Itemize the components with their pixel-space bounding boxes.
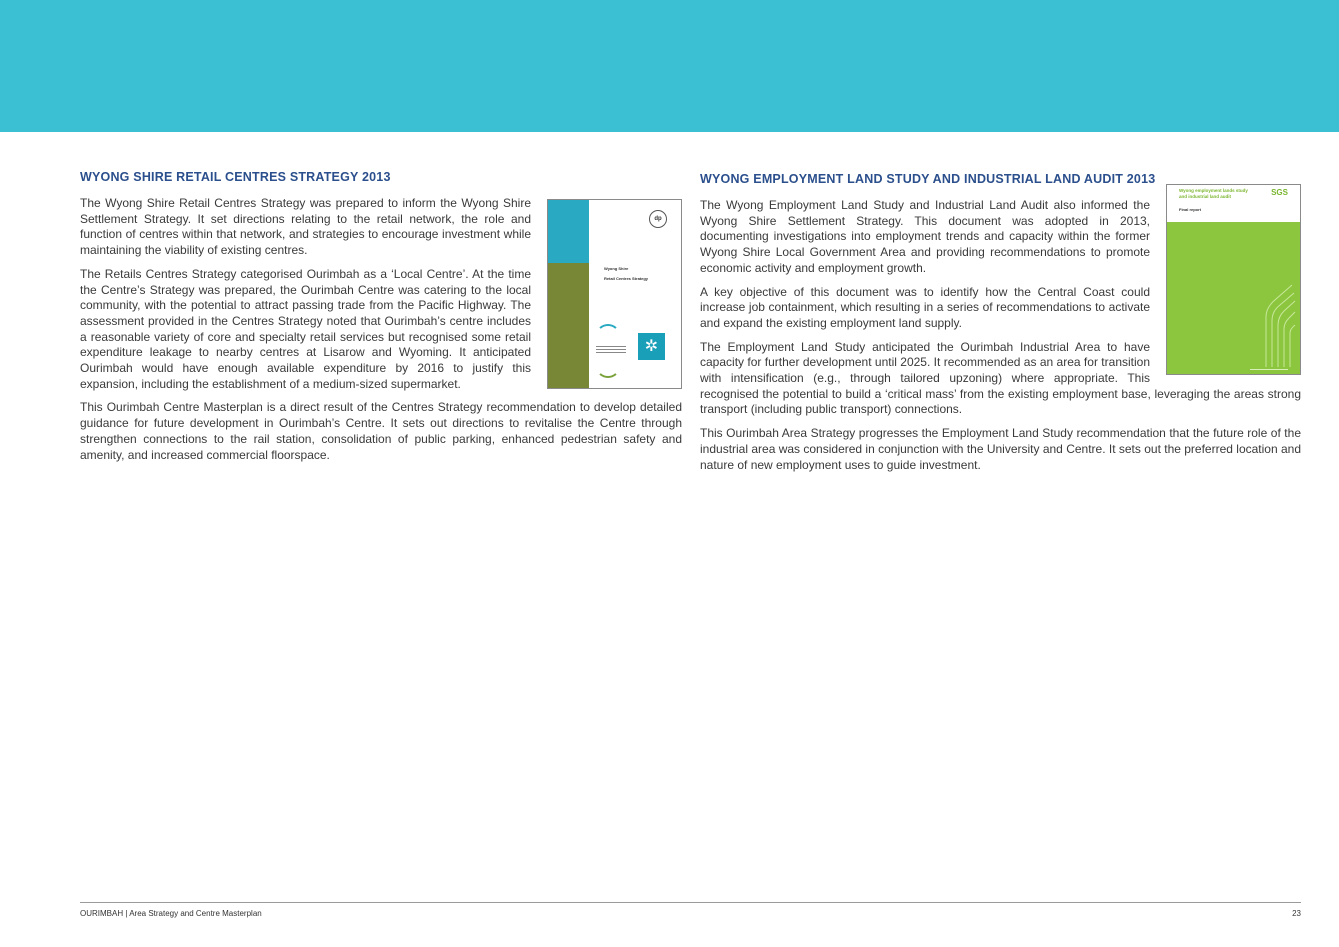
cover-arc-icon (596, 324, 620, 346)
footer-title: OURIMBAH | Area Strategy and Centre Masterplan (80, 909, 262, 918)
retail-strategy-section (80, 168, 682, 471)
cover-title-line2: Retail Centres Strategy (604, 276, 649, 281)
employment-land-cover-image (1166, 184, 1301, 375)
retail-paragraph-1: The Wyong Shire Retail Centres Strategy was prepared to inform the Wyong Shire Settlement Strategy. It set directions relating to the retail network, the role and function of centres within that network, and strategies to encourage investment while maintaining the viability of existing centres. (80, 196, 531, 258)
cover-title-line1: Wyong Shire (604, 266, 629, 271)
employment-paragraph-2: A key objective of this document was to identify how the Central Coast could increase job containment, which resulting in a series of recommendations to activate and expand the existing employment land supply. (700, 284, 1150, 330)
cover-arc-bottom-icon (596, 356, 620, 378)
cover-title: Wyong employment lands study and industrial land audit (1179, 188, 1248, 199)
header-banner (0, 0, 1339, 132)
retail-paragraph-2: The Retails Centres Strategy categorised Ourimbah as a ‘Local Centre’. At the time the Centre’s Strategy was prepared, the Ourimbah Centre was catering to the local community, with the potential to attract passing trade from the Pacific Highway. The assessment provided in the Centres Strategy noted that Ourimbah’s centre includes a reasonable variety of core and specialty retail services but recognised some retail expenditure leakage to nearby centres at Lisarow and Wyoming. It anticipated Ourimbah would have enough available expenditure by 2016 to justify this expansion, including the establishment of a medium-sized supermarket. (80, 266, 531, 391)
retail-strategy-cover-wrapper (547, 199, 682, 389)
cover-teal-band (548, 200, 589, 263)
cover-line-pattern-icon (1262, 277, 1296, 367)
cover-footer-line (1250, 369, 1288, 370)
cover-olive-band (548, 263, 589, 388)
retail-strategy-cover-image (547, 199, 682, 389)
employment-land-section (700, 168, 1301, 481)
council-emblem-icon: ✲ (638, 333, 665, 360)
dp-logo-icon: dp (649, 210, 667, 228)
cover-subtitle: Final report (1179, 207, 1202, 212)
retail-paragraph-3: This Ourimbah Centre Masterplan is a direct result of the Centres Strategy recommendation to develop detailed guidance for future development in Ourimbah’s Centre. It sets out directions to revitalise the Centre through strengthen connections to the rail station, consolidation of public parking, enhanced pedestrian safety and amenity, and increased commercial floorspace. (80, 400, 682, 462)
page-number: 23 (1292, 909, 1301, 918)
retail-strategy-heading: WYONG SHIRE RETAIL CENTRES STRATEGY 2013 (80, 170, 391, 184)
employment-paragraph-1: The Wyong Employment Land Study and Industrial Land Audit also informed the Wyong Shire Settlement Strategy. This document was adopted in 2013, documenting investigations into employment trends and capacity within the former Wyong Shire Local Government Area and providing recommendations to promote economic activity and employment growth. (700, 198, 1150, 275)
employment-land-cover-wrapper (1166, 184, 1301, 375)
employment-land-heading: WYONG EMPLOYMENT LAND STUDY AND INDUSTRIAL LAND AUDIT 2013 (700, 172, 1156, 186)
cover-fine-print (596, 346, 626, 347)
employment-paragraph-4: This Ourimbah Area Strategy progresses the Employment Land Study recommendation that the future role of the industrial area was considered in conjunction with the University and Centre. It sets out the preferred location and nature of new employment uses to guide investment. (700, 426, 1301, 472)
employment-paragraph-3: The Employment Land Study anticipated the Ourimbah Industrial Area to have capacity for further development until 2025. It recommended as an area for transition with intensification (e.g., through tailored upzoning) where appropriate. This recognised the potential to build a ‘critical mass’ from the existing employment base, leveraging the areas strong transport (including public transport) connections. (700, 339, 1301, 417)
sgs-logo-icon: SGS (1271, 188, 1288, 197)
footer-divider (80, 902, 1301, 903)
